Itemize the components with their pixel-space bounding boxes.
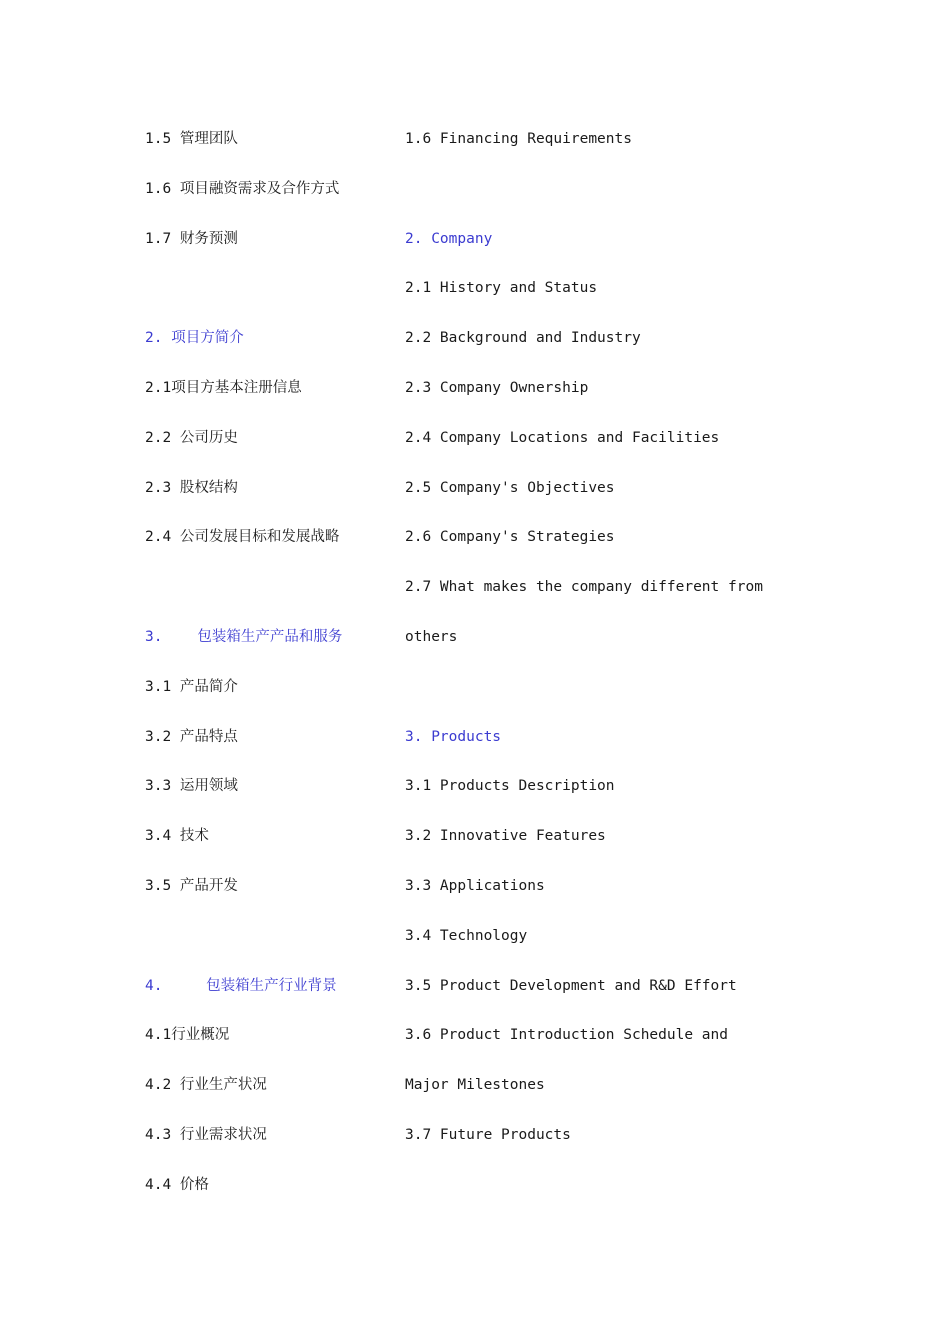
cn-toc-entry: 3.3 运用领域 xyxy=(145,778,238,794)
cn-section-heading: 2. 项目方简介 xyxy=(145,330,244,346)
cn-section-heading: 3. 包装箱生产产品和服务 xyxy=(145,629,343,645)
en-toc-entry: 3.1 Products Description xyxy=(405,778,615,794)
cn-toc-entry: 2.1项目方基本注册信息 xyxy=(145,380,302,396)
cn-toc-entry: 4.1行业概况 xyxy=(145,1027,230,1043)
en-toc-entry: 3.5 Product Development and R&D Effort xyxy=(405,978,737,994)
en-toc-entry: 2.4 Company Locations and Facilities xyxy=(405,430,720,446)
en-toc-entry: 3.4 Technology xyxy=(405,928,528,944)
cn-section-heading: 4. 包装箱生产行业背景 xyxy=(145,978,337,994)
cn-toc-entry: 3.5 产品开发 xyxy=(145,878,238,894)
cn-toc-entry: 4.3 行业需求状况 xyxy=(145,1127,267,1143)
en-section-heading: 2. Company xyxy=(405,231,493,247)
en-toc-entry: 3.2 Innovative Features xyxy=(405,828,606,844)
en-toc-entry: 2.3 Company Ownership xyxy=(405,380,589,396)
en-toc-entry: 3.6 Product Introduction Schedule and xyxy=(405,1027,729,1043)
cn-toc-entry: 2.3 股权结构 xyxy=(145,480,238,496)
en-toc-entry: 3.3 Applications xyxy=(405,878,545,894)
cn-toc-entry: 4.2 行业生产状况 xyxy=(145,1077,267,1093)
cn-toc-entry: 3.1 产品简介 xyxy=(145,679,238,695)
en-toc-entry: 2.2 Background and Industry xyxy=(405,330,641,346)
en-toc-entry: 3.7 Future Products xyxy=(405,1127,571,1143)
en-toc-entry: Major Milestones xyxy=(405,1077,545,1093)
cn-toc-entry: 3.4 技术 xyxy=(145,828,209,844)
cn-toc-entry: 1.7 财务预测 xyxy=(145,231,238,247)
cn-toc-entry: 1.6 项目融资需求及合作方式 xyxy=(145,181,340,197)
cn-toc-entry: 3.2 产品特点 xyxy=(145,729,238,745)
en-toc-entry: 2.7 What makes the company different from xyxy=(405,579,763,595)
en-toc-entry: 2.1 History and Status xyxy=(405,280,598,296)
en-toc-entry: 1.6 Financing Requirements xyxy=(405,131,632,147)
cn-toc-entry: 2.4 公司发展目标和发展战略 xyxy=(145,529,340,545)
en-toc-entry: others xyxy=(405,629,458,645)
en-toc-entry: 2.5 Company's Objectives xyxy=(405,480,615,496)
en-section-heading: 3. Products xyxy=(405,729,502,745)
cn-toc-entry: 4.4 价格 xyxy=(145,1177,209,1193)
cn-toc-entry: 2.2 公司历史 xyxy=(145,430,238,446)
en-toc-entry: 2.6 Company's Strategies xyxy=(405,529,615,545)
cn-toc-entry: 1.5 管理团队 xyxy=(145,131,238,147)
